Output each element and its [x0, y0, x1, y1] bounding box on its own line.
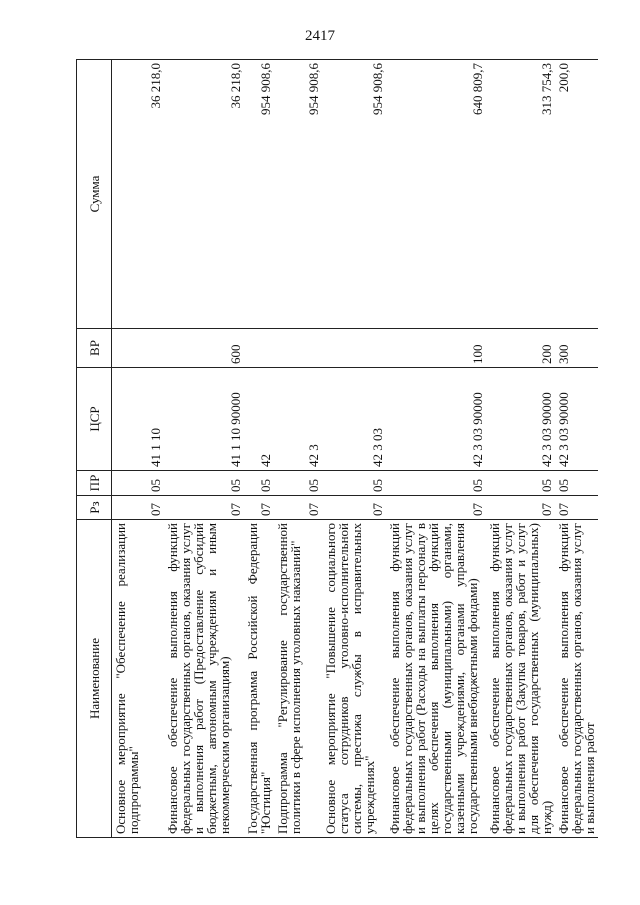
header-pr: ПР [77, 471, 112, 496]
table-row [386, 60, 486, 838]
table-row [486, 60, 555, 838]
row-sum: 954 908,6 [322, 60, 386, 329]
row-rz: 07 [322, 496, 386, 520]
row-rz: 07 [274, 496, 322, 520]
row-pr: 05 [386, 471, 486, 496]
header-vr: ВР [77, 329, 112, 368]
row-pr: 05 [112, 471, 164, 496]
table-row [164, 60, 244, 838]
row-pr: 05 [486, 471, 555, 496]
row-rz: 07 [112, 496, 164, 520]
row-csr: 42 3 03 [322, 368, 386, 471]
row-rz: 07 [555, 496, 598, 520]
row-name: Финансовое обеспечение выполнения функций федеральных государственных органов, оказания услуг и выполнения работ (Закупка товаров, работ и услуг для обеспечения государственных (муниципальных) нужд) [486, 520, 555, 838]
row-sum: 36 218,0 [164, 60, 244, 329]
row-csr: 42 3 [274, 368, 322, 471]
row-csr: 42 3 03 90000 [555, 368, 598, 471]
row-csr: 41 1 10 [112, 368, 164, 471]
row-pr: 05 [555, 471, 598, 496]
row-rz: 07 [486, 496, 555, 520]
page-number: 2417 [305, 28, 335, 44]
table-header-row [77, 60, 112, 838]
row-csr: 41 1 10 90000 [164, 368, 244, 471]
header-name: Наименование [77, 520, 112, 838]
row-rz: 07 [386, 496, 486, 520]
row-vr: 600 [164, 329, 244, 368]
row-rz: 07 [164, 496, 244, 520]
table-row [244, 60, 274, 838]
row-vr [244, 329, 274, 368]
row-csr: 42 3 03 90000 [386, 368, 486, 471]
row-sum: 200,0 [555, 60, 598, 329]
row-name: Подпрограмма "Регулирование государственной политики в сфере исполнения уголовных наказаний" [274, 520, 322, 838]
rotated-table-wrapper [76, 60, 597, 838]
row-pr: 05 [322, 471, 386, 496]
row-csr: 42 3 03 90000 [486, 368, 555, 471]
row-sum: 36 218,0 [112, 60, 164, 329]
header-csr: ЦСР [77, 368, 112, 471]
header-rz: Рз [77, 496, 112, 520]
row-sum: 640 809,7 [386, 60, 486, 329]
table-row [322, 60, 386, 838]
row-vr: 300 [555, 329, 598, 368]
row-vr [274, 329, 322, 368]
table-row [112, 60, 164, 838]
budget-table [76, 59, 598, 838]
table-row [274, 60, 322, 838]
row-vr [322, 329, 386, 368]
row-vr [112, 329, 164, 368]
row-rz: 07 [244, 496, 274, 520]
row-name: Основное мероприятие "Обеспечение реализации подпрограммы" [112, 520, 164, 838]
row-pr: 05 [244, 471, 274, 496]
row-csr: 42 [244, 368, 274, 471]
row-pr: 05 [274, 471, 322, 496]
row-name: Финансовое обеспечение выполнения функций федеральных государственных органов, оказания услуг и выполнения работ [555, 520, 598, 838]
row-name: Государственная программа Российской Федерации "Юстиция" [244, 520, 274, 838]
row-pr: 05 [164, 471, 244, 496]
row-sum: 954 908,6 [274, 60, 322, 329]
row-name: Основное мероприятие "Повышение социального статуса сотрудников уголовно-исполнительной системы, престижа службы в исправительных учреждениях" [322, 520, 386, 838]
row-name: Финансовое обеспечение выполнения функций федеральных государственных органов, оказания услуг и выполнения работ (Расходы на выплаты персоналу в целях обеспечения выполнения функций государственными (муниципальными) органами, казенными учреждениями, органами управления государственными внебюджетными фондами) [386, 520, 486, 838]
row-sum: 954 908,6 [244, 60, 274, 329]
row-name: Финансовое обеспечение выполнения функций федеральных государственных органов, оказания услуг и выполнения работ (Предоставление субсидий бюджетным, автономным учреждениям и иным некоммерческим организациям) [164, 520, 244, 838]
table-row [555, 60, 598, 838]
row-vr: 100 [386, 329, 486, 368]
row-vr: 200 [486, 329, 555, 368]
row-sum: 313 754,3 [486, 60, 555, 329]
header-sum: Сумма [77, 60, 112, 329]
